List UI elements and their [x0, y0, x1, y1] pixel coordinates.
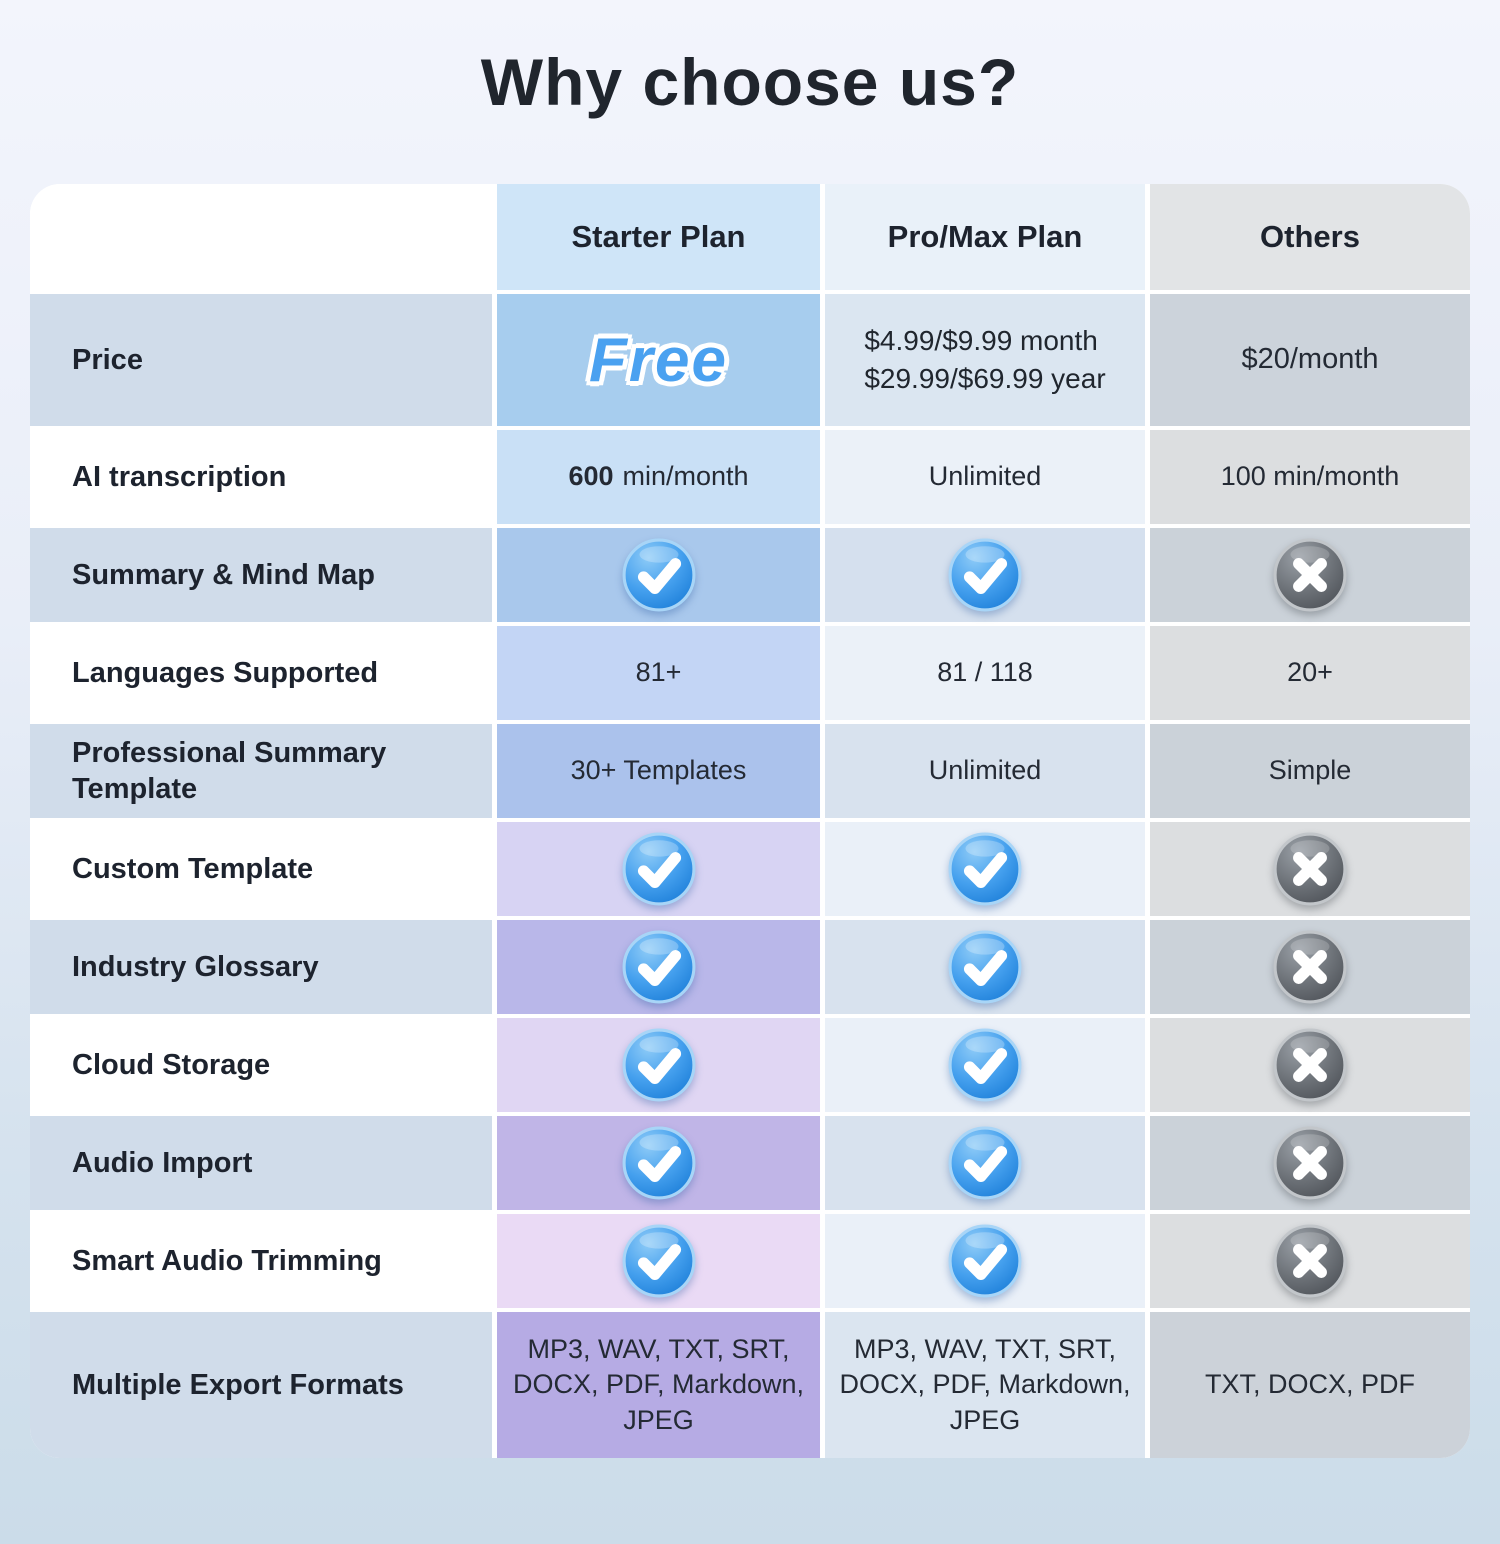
cross-icon: [1272, 1223, 1348, 1299]
cell-custom-starter: [497, 822, 820, 916]
check-icon: [621, 537, 697, 613]
cell-export-promax: MP3, WAV, TXT, SRT, DOCX, PDF, Markdown, JPEG: [825, 1312, 1145, 1458]
cell-template-promax: Unlimited: [825, 724, 1145, 818]
row-label-export-formats: Multiple Export Formats: [30, 1312, 492, 1458]
row-label-industry-glossary: Industry Glossary: [30, 920, 492, 1014]
row-label-summary-mindmap: Summary & Mind Map: [30, 528, 492, 622]
cross-icon: [1272, 929, 1348, 1005]
cross-icon: [1272, 1125, 1348, 1201]
row-label-cloud-storage: Cloud Storage: [30, 1018, 492, 1112]
promax-price-month: $4.99/$9.99 month: [864, 325, 1098, 357]
check-icon: [947, 537, 1023, 613]
row-label-professional-summary-template: Professional Summary Template: [30, 724, 492, 818]
cell-template-starter: 30+ Templates: [497, 724, 820, 818]
promax-price-year: $29.99/$69.99 year: [864, 363, 1106, 394]
cell-price-others: $20/month: [1150, 294, 1470, 426]
check-icon: [621, 1027, 697, 1103]
cross-icon: [1272, 537, 1348, 613]
cell-glossary-promax: [825, 920, 1145, 1014]
row-label-languages: Languages Supported: [30, 626, 492, 720]
check-icon: [621, 1223, 697, 1299]
cell-summary-starter: [497, 528, 820, 622]
comparison-table: [30, 184, 1470, 1458]
cell-cloud-starter: [497, 1018, 820, 1112]
cell-cloud-others: [1150, 1018, 1470, 1112]
cross-icon: [1272, 831, 1348, 907]
check-icon: [621, 929, 697, 1005]
column-header-starter: Starter Plan: [497, 184, 820, 290]
cell-languages-others: 20+: [1150, 626, 1470, 720]
cell-ai-starter: [497, 430, 820, 524]
cell-audio-import-starter: [497, 1116, 820, 1210]
row-label-smart-audio-trimming: Smart Audio Trimming: [30, 1214, 492, 1308]
cell-trimming-promax: [825, 1214, 1145, 1308]
column-header-others: Others: [1150, 184, 1470, 290]
ai-starter-unit: min/month: [622, 461, 749, 492]
cell-audio-import-promax: [825, 1116, 1145, 1210]
cell-languages-promax: 81 / 118: [825, 626, 1145, 720]
cell-audio-import-others: [1150, 1116, 1470, 1210]
cell-trimming-starter: [497, 1214, 820, 1308]
cell-trimming-others: [1150, 1214, 1470, 1308]
cell-export-others: TXT, DOCX, PDF: [1150, 1312, 1470, 1458]
cell-price-starter: [497, 294, 820, 426]
check-icon: [947, 1125, 1023, 1201]
cell-ai-others: 100 min/month: [1150, 430, 1470, 524]
free-badge: Free: [589, 325, 728, 395]
cell-ai-promax: Unlimited: [825, 430, 1145, 524]
cell-glossary-starter: [497, 920, 820, 1014]
cell-template-others: Simple: [1150, 724, 1470, 818]
cell-summary-others: [1150, 528, 1470, 622]
page-title: Why choose us?: [480, 45, 1020, 119]
check-icon: [947, 1027, 1023, 1103]
cell-custom-promax: [825, 822, 1145, 916]
cell-summary-promax: [825, 528, 1145, 622]
check-icon: [621, 1125, 697, 1201]
check-icon: [621, 831, 697, 907]
cross-icon: [1272, 1027, 1348, 1103]
ai-starter-minutes: 600: [568, 461, 614, 492]
row-label-price: Price: [30, 294, 492, 426]
cell-cloud-promax: [825, 1018, 1145, 1112]
cell-price-promax: [825, 294, 1145, 426]
check-icon: [947, 929, 1023, 1005]
cell-custom-others: [1150, 822, 1470, 916]
row-label-custom-template: Custom Template: [30, 822, 492, 916]
cell-languages-starter: 81+: [497, 626, 820, 720]
row-label-audio-import: Audio Import: [30, 1116, 492, 1210]
cell-glossary-others: [1150, 920, 1470, 1014]
corner-cell: [30, 184, 492, 290]
check-icon: [947, 831, 1023, 907]
column-header-promax: Pro/Max Plan: [825, 184, 1145, 290]
cell-export-starter: MP3, WAV, TXT, SRT, DOCX, PDF, Markdown, JPEG: [497, 1312, 820, 1458]
row-label-ai-transcription: AI transcription: [30, 430, 492, 524]
check-icon: [947, 1223, 1023, 1299]
